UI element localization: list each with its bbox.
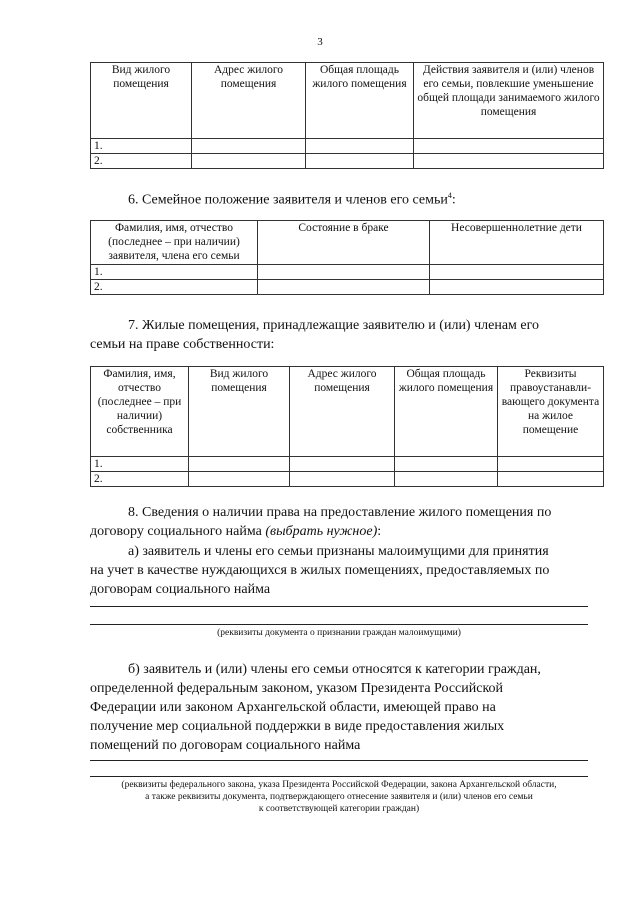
- section-7-line: семьи на праве собственности:: [90, 337, 275, 352]
- section-8-heading: [128, 503, 604, 522]
- option-b-text: б) заявитель и (или) члены его семьи относятся к категории граждан,: [128, 662, 541, 677]
- header-cell: Вид жилого помещения: [189, 367, 290, 457]
- option-b-text: получение мер социальной поддержки в виде предоставления жилых: [90, 719, 505, 734]
- header-cell: Фамилия, имя, отчество (последнее – при наличии) собственника: [91, 367, 189, 457]
- option-b-line: [90, 736, 604, 755]
- header-cell: Общая площадь жилого помещения: [306, 63, 414, 139]
- fill-line[interactable]: [90, 606, 588, 607]
- table-cell[interactable]: [189, 472, 290, 487]
- choose-hint: (выбрать нужное): [265, 524, 378, 539]
- page-number: 3: [317, 36, 323, 48]
- fill-line[interactable]: [90, 760, 588, 761]
- row-number: 1.: [91, 457, 189, 472]
- row-number: 1.: [91, 139, 192, 154]
- reduction-of-area-table: [90, 62, 604, 169]
- section-6-text: 6. Семейное положение заявителя и членов его семьи: [128, 192, 448, 208]
- table-row: [91, 265, 604, 280]
- table-header-row: [91, 221, 604, 265]
- table-row: [91, 154, 604, 169]
- caption-line: (реквизиты федерального закона, указа Президента Российской Федерации, закона Архангельской области,: [121, 780, 557, 790]
- header-cell: Несовершеннолетние дети: [430, 221, 604, 265]
- table-cell[interactable]: [290, 457, 395, 472]
- table-cell[interactable]: [192, 154, 306, 169]
- option-b-text: определенной федеральным законом, указом Президента Российской: [90, 681, 504, 696]
- section-7-heading-cont: [90, 335, 604, 354]
- table-cell[interactable]: [395, 472, 498, 487]
- section-8-line: 8. Сведения о наличии права на предоставление жилого помещения по: [128, 505, 552, 520]
- section-6-heading: [128, 186, 608, 210]
- option-b-line: [90, 717, 604, 736]
- option-b-line: [128, 660, 604, 679]
- table-cell[interactable]: [189, 457, 290, 472]
- table-cell[interactable]: [306, 154, 414, 169]
- option-a-line: [90, 561, 604, 580]
- table-row: [91, 280, 604, 295]
- table-row: [91, 457, 604, 472]
- header-cell: Действия заявителя и (или) членов его семьи, повлекшие уменьшение общей площади занимаемого жилого помещения: [414, 63, 604, 139]
- header-cell: Вид жилого помещения: [91, 63, 192, 139]
- fill-line[interactable]: [90, 776, 588, 777]
- caption-line: а также реквизиты документа, подтверждающего отнесение заявителя и (или) членов его семьи: [145, 792, 533, 802]
- option-b-text: Федерации или законом Архангельской области, имеющей право на: [90, 700, 496, 715]
- option-a-text: на учет в качестве нуждающихся в жилых помещениях, предоставляемых по: [90, 563, 550, 578]
- table-cell[interactable]: [498, 472, 604, 487]
- option-a-text: а) заявитель и члены его семьи признаны малоимущими для принятия: [128, 544, 549, 559]
- section-8-line: договору социального найма: [90, 524, 266, 539]
- table-cell[interactable]: [306, 139, 414, 154]
- table-cell[interactable]: [430, 265, 604, 280]
- option-b-line: [90, 698, 604, 717]
- table-cell[interactable]: [290, 472, 395, 487]
- fill-line[interactable]: [90, 624, 588, 625]
- header-cell: Общая площадь жилого помещения: [395, 367, 498, 457]
- table-cell[interactable]: [258, 265, 430, 280]
- option-a-line: [128, 542, 604, 561]
- row-number: 2.: [91, 154, 192, 169]
- option-a-text: договорам социального найма: [90, 582, 271, 597]
- header-cell: Адрес жилого помещения: [192, 63, 306, 139]
- footnote-mark: 4: [447, 191, 452, 200]
- table-header-row: [91, 367, 604, 457]
- row-number: 1.: [91, 265, 258, 280]
- header-cell: Адрес жилого помещения: [290, 367, 395, 457]
- owned-property-table: [90, 366, 604, 487]
- option-b-line: [90, 679, 604, 698]
- section-7-heading: [128, 316, 604, 335]
- table-cell[interactable]: [414, 139, 604, 154]
- table-row: [91, 472, 604, 487]
- table-row: [91, 139, 604, 154]
- header-cell: Фамилия, имя, отчество (последнее – при наличии) заявителя, члена его семьи: [91, 221, 258, 265]
- caption-line: к соответствующей категории граждан): [258, 804, 420, 814]
- table-cell[interactable]: [395, 457, 498, 472]
- option-a-line: [90, 580, 604, 599]
- marital-status-table: [90, 220, 604, 295]
- table-cell[interactable]: [258, 280, 430, 295]
- section-7-line: 7. Жилые помещения, принадлежащие заявителю и (или) членам его: [128, 318, 540, 333]
- row-number: 2.: [91, 472, 189, 487]
- header-cell: Реквизиты правоустанавли-вающего документа на жилое помещение: [498, 367, 604, 457]
- section-8-colon: :: [377, 524, 382, 539]
- option-a-caption: (реквизиты документа о признании граждан малоимущими): [217, 628, 461, 638]
- section-6-colon: :: [451, 192, 456, 208]
- option-b-text: помещений по договорам социального найма: [90, 738, 361, 753]
- table-cell[interactable]: [414, 154, 604, 169]
- section-8-heading-cont: [90, 522, 604, 541]
- table-header-row: [91, 63, 604, 139]
- table-cell[interactable]: [430, 280, 604, 295]
- table-cell[interactable]: [498, 457, 604, 472]
- row-number: 2.: [91, 280, 258, 295]
- table-cell[interactable]: [192, 139, 306, 154]
- option-b-caption: [90, 779, 588, 815]
- header-cell: Состояние в браке: [258, 221, 430, 265]
